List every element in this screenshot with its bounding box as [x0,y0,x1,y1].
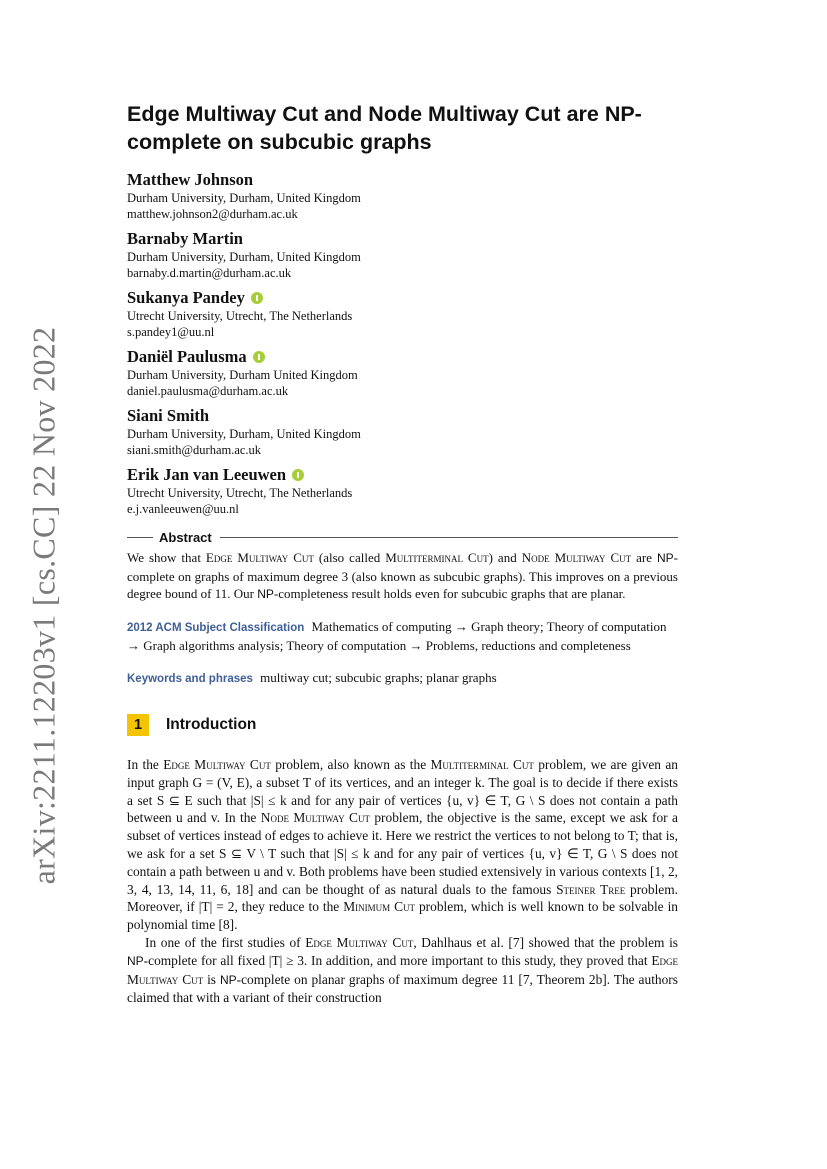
author-email[interactable]: s.pandey1@uu.nl [127,325,215,339]
author-entry [127,347,678,399]
author-name: Sukanya Pandey [127,288,678,308]
author-entry [127,229,678,281]
author-entry [127,406,678,458]
author-name: Siani Smith [127,406,210,425]
author-name: Erik Jan van Leeuwen [127,465,678,485]
keywords [127,669,678,689]
author-name: Daniël Paulusma [127,347,678,367]
intro-paragraph: In the Edge Multiway Cut problem, also known as the Multiterminal Cut problem, we are given an input graph G = (V, E), a subset T of its vertices, and an integer k. The goal is to decide if there exists a set S ⊆ E such that |S| ≤ k and for any pair of vertices {u, v} ∈ T, G \ S does not contain a path between u and v. In the Node Multiway Cut problem, the objective is the same, except we ask for a subset of vertices instead of edges to achieve it. Here we restrict the vertices to not belong to T; that is, we ask for a set S ⊆ V \ T such that |S| ≤ k and for any pair of vertices {u, v} ∈ T, G \ S does not contain a path between u and v. Both problems have been studied extensively in various contexts [1, 2, 3, 4, 13, 14, 11, 6, 18] and can be thought of as natural duals to the famous Steiner Tree problem. Moreover, if |T| = 2, they reduce to the Minimum Cut problem, which is well known to be solvable in polynomial time [8]. [127,757,679,933]
paper-title: Edge Multiway Cut and Node Multiway Cut are NP-complete on subcubic graphs [127,102,642,154]
arxiv-sidebar-stamp [22,326,66,884]
author-email[interactable]: barnaby.d.martin@durham.ac.uk [127,266,292,280]
author-email[interactable]: e.j.vanleeuwen@uu.nl [127,502,239,516]
author-affiliation: Utrecht University, Utrecht, The Netherlands [127,309,353,323]
intro-paragraph: In one of the first studies of Edge Multiway Cut, Dahlhaus et al. [7] showed that the problem is NP-complete for all fixed |T| ≥ 3. In addition, and more important to this study, they proved that Edge Multiway Cut is NP-complete on planar graphs of maximum degree 11 [7, Theorem 2b]. The authors claimed that with a variant of their construction [127,934,679,1006]
acm-label: 2012 ACM Subject Classification [127,621,305,634]
author-affiliation: Durham University, Durham, United Kingdom [127,250,361,264]
orcid-icon[interactable] [251,292,263,304]
keywords-label: Keywords and phrases [127,672,253,685]
author-entry [127,170,678,222]
keywords-text: multiway cut; subcubic graphs; planar graphs [260,669,497,685]
section-number: 1 [127,714,149,736]
author-list [127,170,678,517]
abstract-divider [127,530,678,545]
author-affiliation: Durham University, Durham, United Kingdom [127,191,361,205]
paper-first-page [127,100,678,1007]
author-entry [127,288,678,340]
author-email[interactable]: matthew.johnson2@durham.ac.uk [127,207,298,221]
acm-text: Mathematics of computing → Graph theory; Theory of computation → Graph algorithms analysis; Theory of computation → Problems, reductions and completeness [127,618,667,653]
author-affiliation: Utrecht University, Utrecht, The Netherlands [127,486,353,500]
author-name: Matthew Johnson [127,170,254,189]
author-name: Barnaby Martin [127,229,243,248]
section-heading [127,714,678,736]
author-affiliation: Durham University, Durham, United Kingdom [127,427,361,441]
author-email[interactable]: siani.smith@durham.ac.uk [127,443,262,457]
arxiv-identifier: arXiv:2211.12203v1 [cs.CC] 22 Nov 2022 [25,326,62,884]
author-entry [127,465,678,517]
abstract-heading: Abstract [159,530,212,545]
acm-classification [127,618,678,655]
section-title: Introduction [166,716,257,733]
author-email[interactable]: daniel.paulusma@durham.ac.uk [127,384,289,398]
abstract-text: We show that Edge Multiway Cut (also called Multiterminal Cut) and Node Multiway Cut are NP-complete on graphs of maximum degree 3 (also known as subcubic graphs). This improves on a previous degree bound of 11. Our NP-completeness result holds even for subcubic graphs that are planar. [127,550,679,601]
author-affiliation: Durham University, Durham United Kingdom [127,368,358,382]
orcid-icon[interactable] [253,351,265,363]
orcid-icon[interactable] [292,469,304,481]
